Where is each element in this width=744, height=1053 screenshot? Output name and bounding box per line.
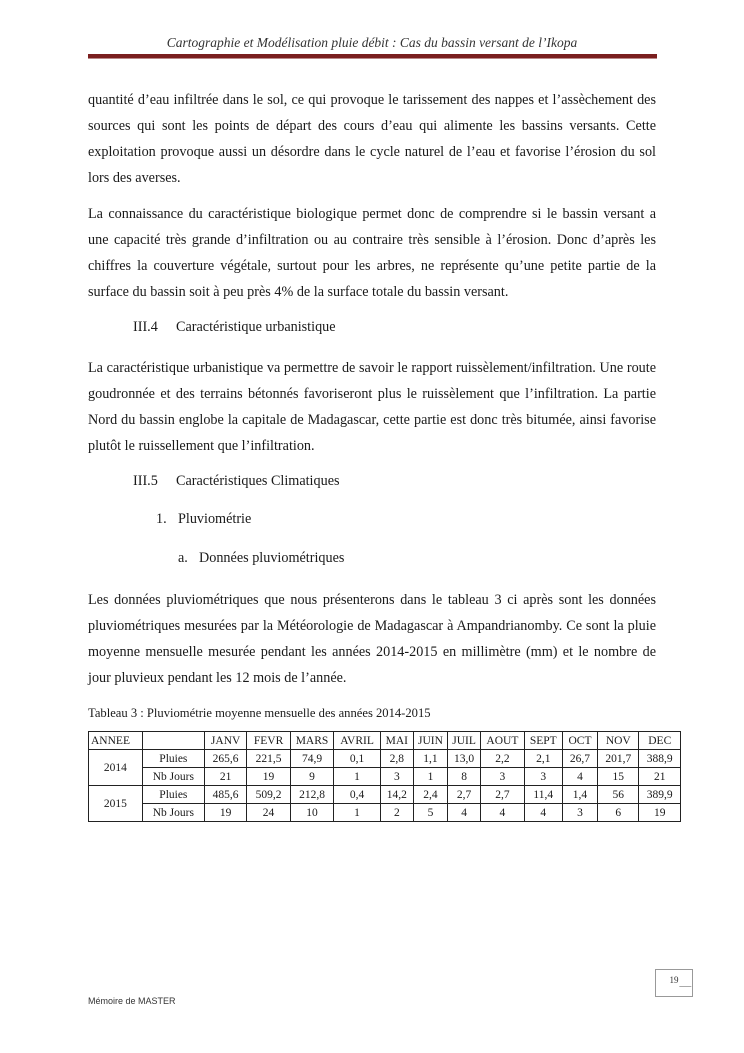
rain-cell: 201,7: [598, 750, 639, 768]
row-label-cell: Nb Jours: [142, 768, 204, 786]
header-rule: [88, 54, 657, 59]
running-header-title: Cartographie et Modélisation pluie débit : Cas du bassin versant de l’Ikopa: [166, 35, 578, 50]
heading-pluviometrie: [156, 511, 251, 528]
table-header-row: [89, 732, 681, 750]
rain-cell: 1,4: [562, 786, 597, 804]
days-cell: 4: [481, 804, 524, 822]
days-cell: 4: [562, 768, 597, 786]
header-cell-month: FEVR: [247, 732, 290, 750]
heading-number: 1.: [156, 511, 167, 527]
rain-cell: 265,6: [204, 750, 246, 768]
pluviometrie-table: [88, 731, 681, 822]
heading-text: Pluviométrie: [178, 511, 252, 527]
rain-cell: 26,7: [562, 750, 597, 768]
days-cell: 19: [204, 804, 246, 822]
footer-memoire-label: Mémoire de MASTER: [88, 996, 176, 1006]
heading-number: III.5: [133, 473, 158, 489]
rain-cell: 2,1: [524, 750, 562, 768]
table-row: [89, 750, 681, 768]
year-cell: 2014: [89, 750, 143, 786]
paragraph-biologique: La connaissance du caractéristique biologique permet donc de comprendre si le bassin versant a une capacité très grande d’infiltration ou au contraire très sensible à l’érosion. Donc d’après les chiffres la couverture végétale, surtout pour les arbres, ne représente qu’une petite partie de la surface du bassin soit à peu près 4% de la surface totale du bassin versant.: [88, 206, 656, 300]
days-cell: 3: [562, 804, 597, 822]
days-cell: 19: [247, 768, 290, 786]
table-caption: Tableau 3 : Pluviométrie moyenne mensuelle des années 2014-2015: [88, 706, 431, 720]
rain-cell: 2,8: [380, 750, 413, 768]
rain-cell: 56: [598, 786, 639, 804]
paragraph-urbanistique: La caractéristique urbanistique va permettre de savoir le rapport ruissèlement/infiltration. Une route goudronnée et des terrains bétonnés favoriseront plus le ruissèlement que l’infiltration. La partie Nord du bassin englobe la capitale de Madagascar, cette partie est donc très bitumée, ainsi favorise plutôt le ruissellement que l’infiltration.: [88, 360, 656, 454]
days-cell: 4: [524, 804, 562, 822]
rain-cell: 485,6: [204, 786, 246, 804]
days-cell: 15: [598, 768, 639, 786]
year-cell: 2015: [89, 786, 143, 822]
rain-cell: 0,4: [334, 786, 381, 804]
table-row: [89, 804, 681, 822]
rain-cell: 0,1: [334, 750, 381, 768]
paragraph-infiltration: quantité d’eau infiltrée dans le sol, ce qui provoque le tarissement des nappes et l’assèchement des sources qui sont les points de départ des cours d’eau qui alimente les bassins versants. Cette exploitation provoque aussi un désordre dans le cycle naturel de l’eau et favorise l’érosion du sol lors des averses.: [88, 92, 656, 186]
rain-cell: 1,1: [413, 750, 447, 768]
header-cell-month: JUIN: [413, 732, 447, 750]
header-cell-month: AVRIL: [334, 732, 381, 750]
heading-text: Caractéristiques Climatiques: [176, 473, 340, 489]
heading-number: a.: [178, 550, 188, 566]
header-cell-month: SEPT: [524, 732, 562, 750]
header-cell-annee: ANNEE: [89, 732, 143, 750]
rain-cell: 13,0: [448, 750, 481, 768]
paragraph-donnees: Les données pluviométriques que nous présenterons dans le tableau 3 ci après sont les données pluviométriques mesurées par la Météorologie de Madagascar à Ampandrianomby. Ce sont la pluie moyenne mensuelle mesurée pendant les années 2014-2015 en millimètre (mm) et le nombre de jour pluvieux pendant les 12 mois de l’année.: [88, 592, 656, 686]
header-cell-empty: [142, 732, 204, 750]
days-cell: 24: [247, 804, 290, 822]
rain-cell: 221,5: [247, 750, 290, 768]
days-cell: 1: [334, 768, 381, 786]
rain-cell: 212,8: [290, 786, 333, 804]
rain-cell: 11,4: [524, 786, 562, 804]
rain-cell: 389,9: [639, 786, 681, 804]
days-cell: 9: [290, 768, 333, 786]
header-cell-month: OCT: [562, 732, 597, 750]
days-cell: 3: [481, 768, 524, 786]
table-row: [89, 768, 681, 786]
rain-cell: 2,4: [413, 786, 447, 804]
days-cell: 10: [290, 804, 333, 822]
rain-cell: 2,2: [481, 750, 524, 768]
days-cell: 6: [598, 804, 639, 822]
heading-text: Caractéristique urbanistique: [176, 319, 336, 335]
days-cell: 19: [639, 804, 681, 822]
heading-caracteristiques-climatiques: [133, 473, 340, 490]
header-cell-month: MAI: [380, 732, 413, 750]
heading-number: III.4: [133, 319, 158, 335]
days-cell: 3: [380, 768, 413, 786]
days-cell: 21: [639, 768, 681, 786]
days-cell: 8: [448, 768, 481, 786]
rain-cell: 388,9: [639, 750, 681, 768]
header-cell-month: NOV: [598, 732, 639, 750]
header-cell-month: DEC: [639, 732, 681, 750]
rain-cell: 14,2: [380, 786, 413, 804]
header-cell-month: AOUT: [481, 732, 524, 750]
days-cell: 2: [380, 804, 413, 822]
row-label-cell: Pluies: [142, 750, 204, 768]
days-cell: 21: [204, 768, 246, 786]
row-label-cell: Nb Jours: [142, 804, 204, 822]
rain-cell: 2,7: [448, 786, 481, 804]
days-cell: 1: [413, 768, 447, 786]
heading-caracteristique-urbanistique: [133, 319, 336, 336]
header-cell-month: JANV: [204, 732, 246, 750]
table-row: [89, 786, 681, 804]
days-cell: 1: [334, 804, 381, 822]
heading-donnees-pluviometriques: [178, 550, 344, 567]
rain-cell: 74,9: [290, 750, 333, 768]
days-cell: 4: [448, 804, 481, 822]
row-label-cell: Pluies: [142, 786, 204, 804]
days-cell: 3: [524, 768, 562, 786]
header-cell-month: JUIL: [448, 732, 481, 750]
rain-cell: 2,7: [481, 786, 524, 804]
page-number: 19: [655, 969, 693, 997]
header-cell-month: MARS: [290, 732, 333, 750]
heading-text: Données pluviométriques: [199, 550, 345, 566]
days-cell: 5: [413, 804, 447, 822]
rain-cell: 509,2: [247, 786, 290, 804]
